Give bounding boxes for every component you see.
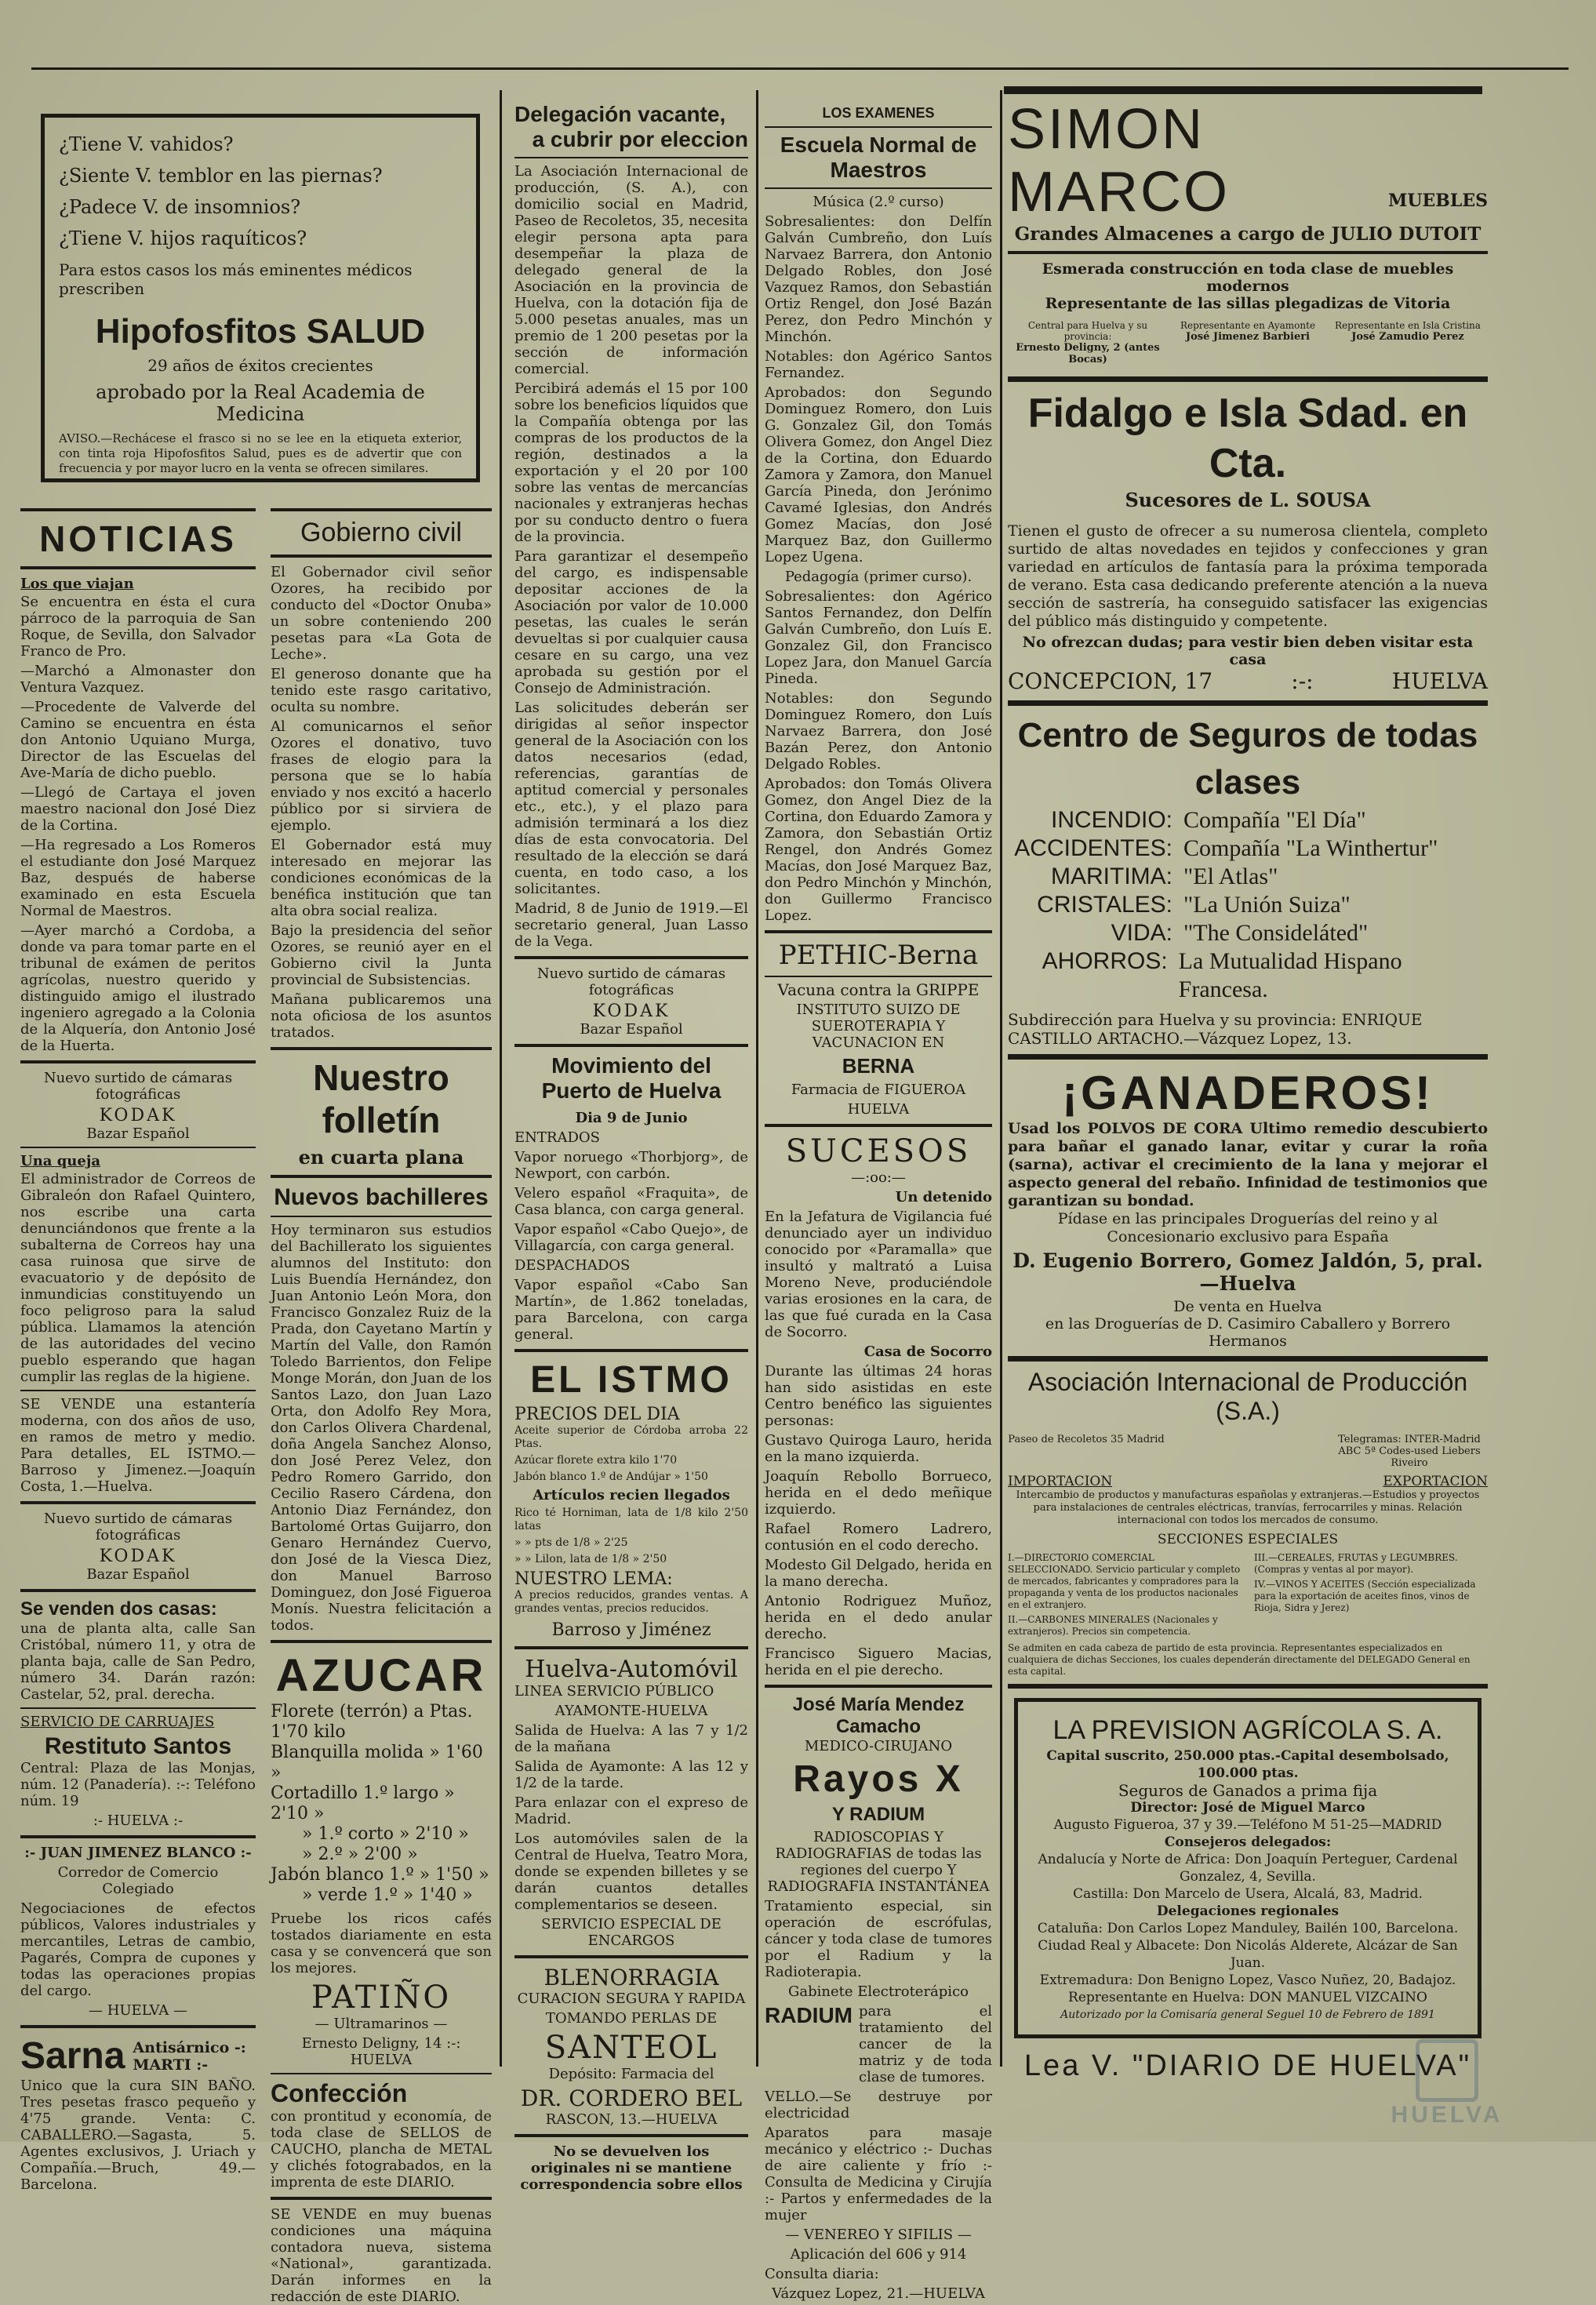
aparatos: Aparatos para masaje mecánico y eléctrico :- Duchas de aire caliente y frío :- Consulta de Medicina y Cirujía :- Partos y enfermedades de la mujer bbox=[765, 2125, 992, 2223]
istmo-new-label: Artículos recien llegados bbox=[533, 1487, 730, 1503]
delegacion-paragraph: Percibirá además el 15 por 100 sobre los beneficios líquidos que la Compañía obtenga por las compras de los productos de la región, destinados a la exportación y el 20 por 100 sobre las ventas de mercancías nacionales y extranjeras hechas por su conducto dentro o fuera de la provincia. bbox=[514, 380, 748, 545]
simon-rep-label: Representante en Isla Cristina bbox=[1335, 320, 1481, 331]
puerto-title: Movimiento del Puerto de Huelva bbox=[541, 1053, 722, 1103]
viajan-paragraph: —Marchó a Almonaster don Ventura Vazquez. bbox=[20, 663, 256, 696]
divider bbox=[20, 2025, 256, 2028]
carruajes-label: SERVICIO DE CARRUAJES bbox=[20, 1714, 215, 1730]
jimenez-city: — HUELVA — bbox=[88, 2002, 188, 2019]
asoc-section: III.—CEREALES, FRUTAS y LEGUMBRES. (Compras y ventas al por mayor). bbox=[1254, 1552, 1458, 1575]
divider bbox=[271, 2197, 492, 2200]
auto-line: LINEA SERVICIO PÚBLICO bbox=[514, 1683, 714, 1700]
sarna-text: Unico que la cura SIN BAÑO. Tres pesetas frasco pequeño y 4'75 grande. Venta: C. CABALLERO.—Sagasta, 5. Agentes exclusivos, J. Uriach y Compañía.—Bruch, 49.—Barcelona. bbox=[20, 2078, 256, 2193]
ganaderos-line: Pídase en las principales Droguerías del reino y al Concesionario exclusivo para España bbox=[1057, 1210, 1438, 1245]
prevision-ad bbox=[1014, 1698, 1481, 2038]
divider bbox=[20, 1707, 256, 1709]
asoc-imp: IMPORTACION bbox=[1008, 1474, 1113, 1489]
istmo-price: Aceite superior de Córdoba arroba 22 Ptas. bbox=[514, 1424, 748, 1450]
viajan-paragraph: —Procedente de Valverde del Camino se encuentra en ésta don Antonio Uquiano Murga, Director de las Escuelas del Ave-María de dicho pueblo. bbox=[20, 699, 256, 781]
divider bbox=[271, 1175, 492, 1178]
simon-rep bbox=[1168, 320, 1328, 365]
ganaderos-line: en las Droguerías de D. Casimiro Caballero y Borrero Hermanos bbox=[1045, 1315, 1451, 1350]
asoc-addr: Paseo de Recoletos 35 Madrid bbox=[1008, 1434, 1165, 1445]
gobierno-paragraph: El generoso donante que ha tenido este rasgo caritativo, oculta su nombre. bbox=[271, 666, 492, 715]
aplicacion: Aplicación del 606 y 914 bbox=[790, 2246, 967, 2263]
pedagogia-paragraph: Aprobados: don Tomás Olivera Gomez, don Angel Diez de la Cortina, don Eduardo Zamora y Zamora, don Sebastián Ortiz Rengel, don Andrés Gomez Macías, don José Marquez Baz, don Pedro Minchón y Minchón, don Guillermo Francisco Lopez. bbox=[765, 776, 992, 924]
casas-title: Se venden dos casas: bbox=[20, 1598, 217, 1620]
fidalgo-sub: Sucesores de L. SOUSA bbox=[1125, 489, 1371, 511]
patino-addr: Ernesto Deligny, 14 :-: HUELVA bbox=[301, 2035, 461, 2068]
seguros-title: Centro de Seguros de todas clases bbox=[1017, 716, 1478, 802]
confeccion-text: con prontitud y economía, de toda clase de SELLOS de CAUCHO, plancha de METAL y clichés fotograbados, en la imprenta de este DIARIO. bbox=[271, 2108, 492, 2190]
kodak-brand: KODAK bbox=[99, 1547, 177, 1566]
consulta: Consulta diaria: bbox=[765, 2266, 879, 2282]
delegacion-paragraph: La Asociación Internacional de producción, (S. A.), con domicilio social en Madrid, Paseo de Recoletos, 35, necesita elegir persona apta para desempeñar la plaza de delegado general de la Asociación en la provincia de Huelva, con la dotación fija de 5.000 pesetas anuales, mas un premio de 1 200 pesetas por la sección de información comercial. bbox=[514, 163, 748, 377]
salud-product: Hipofosfitos SALUD bbox=[95, 312, 426, 351]
sucesos-title: SUCESOS bbox=[785, 1133, 972, 1169]
musica-paragraph: Aprobados: don Segundo Dominguez Romero, don Luis G. Gonzalez Gil, don Tomás Olivera Gomez, don Angel Diez de la Cortina, don Eduardo Zamora y Zamora, don Manuel García Pineda, don Jerónimo Cavamé Iglesias, don Andrés Gomez Macías, don José Marquez Baz, don Guillermo Lopez Ugena. bbox=[765, 384, 992, 565]
simon-line: Esmerada construcción en toda clase de muebles modernos bbox=[1042, 260, 1454, 295]
seguro-type: VIDA: bbox=[1111, 920, 1172, 946]
seguro-row bbox=[1008, 947, 1488, 1004]
detenido-text: En la Jefatura de Vigilancia fué denunciado ayer un individuo conocido por «Paramalla» que insultó y maltrató a Luisa Moreno Neve, produciéndole varias erosiones en la cara, de las que fué curada en la Casa de Socorro. bbox=[765, 1209, 992, 1340]
simon-rep bbox=[1328, 320, 1488, 365]
istmo-title: EL ISTMO bbox=[530, 1359, 733, 1401]
azucar-row: Cortadillo 1.º largo » 2'10 » bbox=[271, 1783, 455, 1823]
divider bbox=[1008, 376, 1488, 382]
gobierno-paragraph: El Gobernador civil señor Ozores, ha recibido por conducto del «Doctor Onuba» un sobre conteniendo 200 pesetas para «La Gota de Leche». bbox=[271, 564, 492, 663]
socorro-item: Durante las últimas 24 horas han sido asistidas en este Centro benéfico las siguientes personas: bbox=[765, 1363, 992, 1429]
column-4 bbox=[765, 102, 992, 2302]
delegacion-paragraph: Para garantizar el desempeño del cargo, es indispensable depositar acciones de la Asociación por valor de 10.000 pesetas, las cuales le serán devueltas si por cualquier causa cesare en su cargo, una vez aprobada su gestión por el Consejo de Administración. bbox=[514, 548, 748, 696]
divider bbox=[271, 508, 492, 511]
azucar-row: » verde 1.º » 1'40 » bbox=[302, 1885, 473, 1905]
rayos-title: Rayos X bbox=[793, 1758, 964, 1800]
prevision-addr: Augusto Figueroa, 37 y 39.—Teléfono M 51-25—MADRID bbox=[1053, 1817, 1442, 1833]
delegacion-paragraph: Madrid, 8 de Junio de 1919.—El secretario general, Juan Lasso de la Vega. bbox=[514, 900, 748, 950]
istmo-lema: A precios reducidos, grandes ventas. A grandes ventas, precios reducidos. bbox=[514, 1589, 748, 1615]
vende-ad: SE VENDE en muy buenas condiciones una máquina contadora nueva, sistema «National», garantizada. Darán informes en la redacción de este DIARIO. bbox=[271, 2206, 492, 2305]
divider bbox=[271, 1640, 492, 1643]
divider bbox=[765, 187, 992, 189]
istmo-new: » » pts de 1/8 » 2'25 bbox=[514, 1536, 628, 1549]
radium-text-2: Tratamiento especial, sin operación de escrófulas, cáncer y toda clase de tumores por el Radium y la Radioterapia. bbox=[765, 1898, 992, 1980]
confeccion-title: Confección bbox=[271, 2079, 408, 2107]
seguro-type: MARITIMA: bbox=[1051, 863, 1172, 889]
salud-approved: aprobado por la Real Academia de Medicina bbox=[96, 381, 425, 425]
ganaderos-line: De venta en Huelva bbox=[1173, 1298, 1322, 1315]
question-3: ¿Padece V. de insomnios? bbox=[59, 196, 301, 218]
socorro-item: Francisco Siguero Macias, herida en el pie derecho. bbox=[765, 1645, 992, 1678]
jimenez-role: Corredor de Comercio Colegiado bbox=[57, 1864, 219, 1897]
prevision-item: Extremadura: Don Benigno Lopez, Vasco Nuñez, 20, Badajoz. bbox=[1039, 1972, 1456, 1988]
seguro-type: ACCIDENTES: bbox=[1014, 835, 1172, 861]
examenes-title: Escuela Normal de Maestros bbox=[780, 133, 977, 182]
auto-text: Para enlazar con el expreso de Madrid. bbox=[514, 1794, 748, 1827]
musica-paragraph: Notables: don Agérico Santos Fernandez. bbox=[765, 348, 992, 381]
blenorragia-line: TOMANDO PERLAS DE bbox=[545, 2010, 718, 2027]
kodak-brand: KODAK bbox=[99, 1106, 177, 1125]
patino-name: PATIÑO bbox=[311, 1980, 452, 2016]
divider bbox=[765, 1124, 992, 1127]
kodak-brand: KODAK bbox=[592, 1002, 671, 1021]
divider bbox=[765, 930, 992, 933]
simon-rep-label: Central para Huelva y su provincia: bbox=[1027, 320, 1148, 342]
auto-text: Salida de Huelva: A las 7 y 1/2 de la mañana bbox=[514, 1722, 748, 1755]
azucar-row: » 2.º » 2'00 » bbox=[302, 1845, 418, 1864]
prevision-del: Delegaciones regionales bbox=[1156, 1903, 1340, 1919]
divider bbox=[20, 1390, 256, 1391]
question-2: ¿Siente V. temblor en las piernas? bbox=[59, 165, 383, 187]
divider bbox=[271, 2073, 492, 2074]
sucesos-sep: —:oo:— bbox=[851, 1169, 906, 1186]
prevision-cap: Capital suscrito, 250.000 ptas.-Capital desembolsado, 100.000 ptas. bbox=[1046, 1748, 1449, 1781]
kodak-shop: Bazar Español bbox=[580, 1021, 683, 1038]
radium-title: Y RADIUM bbox=[831, 1804, 925, 1825]
santeol-doctor: DR. CORDERO BEL bbox=[520, 2085, 743, 2111]
azucar-row: Jabón blanco 1.º » 1'50 » bbox=[271, 1865, 489, 1885]
socorro-item: Rafael Romero Ladrero, contusión en el codo derecho. bbox=[765, 1521, 992, 1554]
seguro-type: INCENDIO: bbox=[1050, 807, 1172, 833]
seguro-company: "El Atlas" bbox=[1183, 863, 1278, 889]
patino-sub: — Ultramarinos — bbox=[314, 2016, 448, 2032]
pedagogia-label: Pedagogía (primer curso). bbox=[784, 569, 973, 585]
watermark-shield-icon bbox=[1416, 2039, 1478, 2102]
prevision-dir: Director: José de Miguel Marco bbox=[1130, 1800, 1365, 1816]
seguro-row bbox=[1008, 919, 1488, 947]
divider bbox=[1008, 251, 1488, 254]
istmo-new: Rico té Horniman, lata de 1/8 kilo 2'50 latas bbox=[514, 1507, 748, 1532]
prevision-auth: Autorizado por la Comisaría general Seguel 10 de Febrero de 1891 bbox=[1060, 2009, 1435, 2021]
divider bbox=[514, 1955, 748, 1958]
gobierno-paragraph: El Gobernador está muy interesado en mejorar las condiciones económicas de la benéfica institución que tan alta obra social realiza. bbox=[271, 837, 492, 919]
pethic-line: INSTITUTO SUIZO DE SUEROTERAPIA Y VACUNACION EN bbox=[796, 1002, 961, 1051]
prevision-item: Ciudad Real y Albacete: Don Nicolás Alderete, Alcázar de San Juan. bbox=[1038, 1938, 1458, 1971]
sarna-brand: Antisárnico -: MARTI :- bbox=[133, 2038, 246, 2074]
divider bbox=[20, 1501, 256, 1504]
column-separator bbox=[1000, 90, 1002, 2067]
watermark-text: HUELVA bbox=[1391, 2102, 1503, 2128]
asoc-exp: EXPORTACION bbox=[1383, 1474, 1488, 1489]
divider bbox=[20, 1060, 256, 1063]
auto-text: Salida de Ayamonte: A las 12 y 1/2 de la tarde. bbox=[514, 1758, 748, 1791]
divider bbox=[514, 2134, 748, 2137]
azucar-row: Blanquilla molida » 1'60 » bbox=[271, 1743, 483, 1783]
prevision-item: Andalucía y Norte de Africa: Don Joaquín Perteguer, Cardenal Gonzalez, 4, Sevilla. bbox=[1038, 1852, 1458, 1885]
delegacion-title-2: a cubrir por eleccion bbox=[532, 127, 748, 151]
ganaderos-name: D. Eugenio Borrero, Gomez Jaldón, 5, pral.—Huelva bbox=[1012, 1249, 1483, 1295]
pethic-pharm: Farmacia de FIGUEROA bbox=[791, 1082, 966, 1098]
viajan-title: Los que viajan bbox=[20, 576, 134, 592]
fidalgo-text: Tienen el gusto de ofrecer a su numerosa clientela, completo surtido de altas novedades en tejidos y confecciones y gran variedad en artículos de fantasía para la próxima temporada de verano. Esta casa dedicando preferente atención a la nueva sección de sastrería, ha conseguido satisfacer las exigencias del público más distinguido y competente. bbox=[1008, 522, 1488, 630]
column-1 bbox=[20, 502, 256, 2193]
question-1: ¿Tiene V. vahidos? bbox=[59, 133, 234, 155]
seguro-company: "La Unión Suiza" bbox=[1183, 892, 1351, 918]
socorro-item: Gustavo Quiroga Lauro, herida en la mano izquierda. bbox=[765, 1432, 992, 1465]
prevision-item: Cataluña: Don Carlos Lopez Manduley, Bailén 100, Barcelona. bbox=[1037, 1921, 1459, 1936]
fidalgo-title: Fidalgo e Isla Sdad. en Cta. bbox=[1027, 391, 1468, 486]
carruajes-name: Restituto Santos bbox=[44, 1733, 232, 1759]
puerto-in-item: Velero español «Fraquita», de Casa blanca, con carga general. bbox=[514, 1185, 748, 1218]
azucar-row: » 1.º corto » 2'10 » bbox=[302, 1824, 469, 1844]
istmo-prices-label: PRECIOS DEL DIA bbox=[514, 1405, 680, 1424]
prevision-title: LA PREVISION AGRÍCOLA S. A. bbox=[1052, 1715, 1443, 1745]
seguro-company: La Mutualidad Hispano Francesa. bbox=[1178, 948, 1402, 1002]
seguro-company: "The Consideláted" bbox=[1183, 920, 1369, 946]
consulta-addr: Vázquez Lopez, 21.—HUELVA bbox=[772, 2285, 985, 2302]
simon-rep-value: José Zamudio Perez bbox=[1351, 331, 1464, 343]
fidalgo-sep: :-: bbox=[1291, 668, 1314, 694]
seguro-company: Compañía "El Día" bbox=[1183, 807, 1366, 833]
seguro-row bbox=[1008, 834, 1488, 863]
pethic-huelva: HUELVA bbox=[847, 1101, 910, 1118]
simon-rep-value: Ernesto Deligny, 2 (antes Bocas) bbox=[1016, 342, 1160, 365]
top-rule-thick bbox=[1004, 86, 1482, 94]
viajan-paragraph: —Ayer marchó a Cordoba, a donde va para tomar parte en el tribunal de exámen de peritos agrícolas, nuestro querido y distinguido amigo el ilustrado ingeniero agregado a la Colonia de la Alquería, don Antonio José de la Huerta. bbox=[20, 922, 256, 1054]
musica-paragraph: Sobresalientes: don Delfín Galván Cumbreño, don Luís Narvaez Barrera, don Antonio Delgado Robles, don José Vazquez Ramos, don Sebastián Ortiz Rengel, don José Bazán Perez, don Pedro Minchón y Minchón. bbox=[765, 213, 992, 345]
prevision-line: Seguros de Ganados a prima fija bbox=[1118, 1781, 1378, 1800]
puerto-out-item: Vapor español «Cabo San Martín», de 1.862 toneladas, para Barcelona, con carga general. bbox=[514, 1277, 748, 1343]
originals-note: No se devuelven los originales ni se mantiene correspondencia sobre ellos bbox=[520, 2143, 743, 2193]
column-5 bbox=[1008, 98, 1488, 2090]
gobierno-paragraph: Bajo la presidencia del señor Ozores, se reunió ayer en el Gobierno civil la Junta provincial de Subsistencias. bbox=[271, 922, 492, 988]
simon-tag: MUEBLES bbox=[1387, 191, 1488, 211]
gobierno-paragraph: Al comunicarnos el señor Ozores el donativo, tuvo frases de elogio para la persona que se lo había enviado y nos excitó a hacerlo público por si sirviera de ejemplo. bbox=[271, 718, 492, 834]
folletin-sub: en cuarta plana bbox=[298, 1146, 464, 1169]
istmo-owners: Barroso y Jiménez bbox=[551, 1620, 711, 1640]
top-rule bbox=[31, 67, 1569, 70]
auto-route: AYAMONTE-HUELVA bbox=[554, 1703, 708, 1719]
divider bbox=[514, 956, 748, 959]
carruajes-addr: Central: Plaza de las Monjas, núm. 12 (Panadería). :-: Teléfono núm. 19 bbox=[20, 1760, 256, 1809]
viajan-paragraph: Se encuentra en ésta el cura párroco de la parroquia de San Roque, de Sevilla, don Salvador Franco de Pro. bbox=[20, 594, 256, 660]
divider bbox=[20, 1147, 256, 1148]
puerto-in: ENTRADOS bbox=[514, 1129, 600, 1146]
bachilleres-title: Nuevos bachilleres bbox=[274, 1184, 489, 1210]
asoc-section: I.—DIRECTORIO COMERCIAL SELECCIONADO. Servicio particular y completo de mercados, fabricantes y compradores para la propaganda y venta de los productos nacionales en el extranjero. bbox=[1008, 1552, 1241, 1610]
kodak-line: Nuevo surtido de cámaras fotográficas bbox=[43, 1070, 233, 1103]
viajan-paragraph: —Llegó de Cartaya el joven maestro nacional don José Diez de la Cortina. bbox=[20, 784, 256, 834]
folletin-title: Nuestro folletín bbox=[313, 1057, 449, 1140]
divider bbox=[20, 508, 256, 511]
sarna-title: Sarna bbox=[20, 2035, 125, 2077]
istmo-price: Jabón blanco 1.º de Andújar » 1'50 bbox=[514, 1471, 708, 1483]
kodak-shop: Bazar Español bbox=[86, 1566, 190, 1583]
pedagogia-paragraph: Notables: don Segundo Dominguez Romero, don Luís Narvaez Barrera, don José Bazán Perez, don Antonio Delgado Robles. bbox=[765, 690, 992, 773]
column-2 bbox=[271, 502, 492, 2305]
istmo-new: » » Lilon, lata de 1/8 » 2'50 bbox=[514, 1553, 667, 1565]
salud-intro: Para estos casos los más eminentes médicos prescriben bbox=[59, 260, 413, 298]
seguro-type: CRISTALES: bbox=[1037, 892, 1172, 918]
pethic-city: BERNA bbox=[842, 1054, 915, 1078]
question-4: ¿Tiene V. hijos raquíticos? bbox=[59, 227, 307, 249]
istmo-price: Azúcar florete extra kilo 1'70 bbox=[514, 1454, 678, 1467]
seguro-row bbox=[1008, 806, 1488, 834]
queja-text: El administrador de Correos de Gibraleón don Rafael Quintero, nos escribe una carta denunciándonos que frente a la subalterna de Correos hay una casa ruinosa que sirve de evacuatorio y de depósito de inmundicias constituyendo un foco peligroso para la salud pública. Llamamos la atención de las autoridades del vecino pueblo esperando que hagan cumplir las reglas de la higiene. bbox=[20, 1171, 256, 1385]
delegacion-title: Delegación vacante, bbox=[514, 102, 726, 126]
divider bbox=[1008, 1684, 1488, 1689]
column-3 bbox=[514, 102, 748, 2193]
seguro-type: AHORROS: bbox=[1042, 948, 1168, 974]
column-separator bbox=[500, 90, 502, 2067]
fidalgo-motto: No ofrezcan dudas; para vestir bien deben visitar esta casa bbox=[1022, 634, 1474, 668]
detenido-label: Un detenido bbox=[895, 1189, 992, 1205]
library-watermark bbox=[1357, 2039, 1537, 2128]
socorro-item: Modesto Gil Delgado, herida en la mano derecha. bbox=[765, 1557, 992, 1590]
socorro-item: Antonio Rodriguez Muñoz, herida en el dedo anular derecho. bbox=[765, 1593, 992, 1642]
estanteria-ad: SE VENDE una estantería moderna, con dos años de uso, en ramos de metro y medio. Para detalles, EL ISTMO.—Barroso y Jimenez.—Joaquín Costa, 1.—Huelva. bbox=[20, 1396, 256, 1495]
fidalgo-city: HUELVA bbox=[1391, 668, 1488, 694]
queja-title: Una queja bbox=[20, 1153, 101, 1169]
divider bbox=[20, 1835, 256, 1838]
auto-encargos: SERVICIO ESPECIAL DE ENCARGOS bbox=[541, 1916, 722, 1949]
asoc-section: IV.—VINOS Y ACEITES (Sección especializada para la exportación de aceites finos, vinos de Rioja, Sidra y Jerez) bbox=[1254, 1579, 1476, 1613]
divider bbox=[1008, 700, 1488, 706]
vello: VELLO.—Se destruye por electricidad bbox=[765, 2089, 992, 2121]
lea-diario: Lea V. "DIARIO DE HUELVA" bbox=[1023, 2049, 1472, 2082]
gobierno-paragraph: Mañana publicaremos una nota oficiosa de los asuntos tratados. bbox=[271, 991, 492, 1041]
gobierno-title: Gobierno civil bbox=[300, 518, 462, 547]
auto-title: Huelva-Automóvil bbox=[525, 1656, 738, 1683]
seguros-foot: Subdirección para Huelva y su provincia: ENRIQUE CASTILLO ARTACHO.—Vázquez Lopez, 13. bbox=[1008, 1010, 1423, 1048]
auto-text: Los automóviles salen de la Central de Huelva, Teatro Mora, donde se expenden billetes y se darán cuantos detalles complementarios se deseen. bbox=[514, 1831, 748, 1913]
radium-word: RADIUM bbox=[765, 2003, 853, 2027]
divider bbox=[20, 1589, 256, 1592]
azucar-note: Pruebe los ricos cafés tostados diariamente en esta casa y se convencerá que son los mejores. bbox=[271, 1911, 492, 1976]
puerto-out: DESPACHADOS bbox=[514, 1257, 631, 1274]
prevision-item: Castilla: Don Marcelo de Usera, Alcalá, 83, Madrid. bbox=[1073, 1886, 1423, 1902]
prevision-cons: Consejeros delegados: bbox=[1164, 1834, 1332, 1850]
divider bbox=[1008, 1054, 1488, 1060]
blenorragia-line: CURACION SEGURA Y RAPIDA bbox=[517, 1991, 746, 2007]
mendez-role: MEDICO-CIRUJANO bbox=[804, 1738, 953, 1754]
seguro-company: Compañía "La Winthertur" bbox=[1183, 835, 1438, 861]
carruajes-city: :- HUELVA :- bbox=[93, 1812, 184, 1829]
istmo-lema-label: NUESTRO LEMA: bbox=[514, 1569, 673, 1589]
socorro-label: Casa de Socorro bbox=[863, 1343, 992, 1360]
asoc-tel: Telegramas: INTER-Madrid ABC 5ª Codes-used Liebers Riveiro bbox=[1338, 1434, 1481, 1469]
santeol-addr: RASCON, 13.—HUELVA bbox=[545, 2111, 718, 2128]
simon-line: Representante de las sillas plegadizas de Vitoria bbox=[1045, 295, 1451, 312]
divider bbox=[271, 554, 492, 558]
simon-rep-label: Representante en Ayamonte bbox=[1180, 320, 1316, 331]
jimenez-text: Negociaciones de efectos públicos, Valores industriales y mercantiles, Letras de cambio, Pagarés, Compra de cupones y todas las operaciones propias del cargo. bbox=[20, 1900, 256, 1999]
pethic-title: PETHIC-Berna bbox=[778, 940, 979, 971]
divider bbox=[514, 1646, 748, 1649]
azucar-title: AZUCAR bbox=[275, 1650, 487, 1701]
puerto-day: Dia 9 de Junio bbox=[575, 1110, 688, 1126]
kodak-shop: Bazar Español bbox=[86, 1125, 190, 1142]
bachilleres-text: Hoy terminaron sus estudios del Bachillerato los siguientes alumnos del Instituto: don Luis Buendía Hernández, don Juan Antonio León Mora, don Francisco Gonzalez Ruiz de la Prada, don Cayetano Martín y Martín del Valle, don Ramón Toledo Barrientos, don Felipe Monge Morán, don Juan de los Santos Lazo, don Juan Lazo Orta, don Adolfo Rey Mora, don Carlos Olivera Chardenal, doña Angela Sanchez Alonso, don José Perez Velez, don Pedro Romero Garrido, don Cecilio Rasero Cárdena, don Antonio Diaz Fernández, don Bartolomé Ortas Guijarro, don Genaro Hernández Cuervo, don José de la Viesca Diez, don Manuel Barroso Dominguez, don José Figueroa Monís. Nuestra felicitación a todos. bbox=[271, 1222, 492, 1634]
asoc-title: Asociación Internacional de Producción (S.A.) bbox=[1027, 1368, 1468, 1425]
socorro-item: Joaquín Rebollo Borrueco, herida en el dedo meñique izquierdo. bbox=[765, 1468, 992, 1518]
simon-rep bbox=[1008, 320, 1168, 365]
radium-text: RADIOSCOPIAS Y RADIOGRAFIAS de todas las regiones del cuerpo Y RADIOGRAFIA INSTANTÁNEA bbox=[767, 1829, 990, 1895]
venereo: — VENEREO Y SIFILIS — bbox=[785, 2227, 972, 2243]
santeol-deposit: Depósito: Farmacia del bbox=[548, 2066, 714, 2082]
kodak-line: Nuevo surtido de cámaras fotográficas bbox=[536, 965, 726, 998]
kodak-line: Nuevo surtido de cámaras fotográficas bbox=[43, 1511, 233, 1543]
salud-years: 29 años de éxitos crecientes bbox=[147, 356, 373, 375]
asoc-sec: SECCIONES ESPECIALES bbox=[1157, 1532, 1339, 1547]
gabinete: Gabinete Electroterápico bbox=[788, 1983, 969, 2000]
simon-rep-value: José Jimenez Barbieri bbox=[1185, 331, 1311, 343]
divider bbox=[271, 1047, 492, 1050]
ganaderos-text: Usad los POLVOS DE CORA Ultimo remedio descubierto para bañar el ganado lanar, evitar y curar la roña (sarna), activar el crecimiento de la lana y mejorar el aspecto general del rebaño. Infinidad de testimonios que garantizan su bondad. bbox=[1008, 1120, 1488, 1209]
asoc-foot: Se admiten en cada cabeza de partido de esta provincia. Representantes especializados en cualquiera de dichas Secciones, los cuales dependerán directamente del DELEGADO General en esta capital. bbox=[1008, 1642, 1471, 1677]
puerto-in-item: Vapor noruego «Thorbjorg», de Newport, con carbón. bbox=[514, 1149, 748, 1182]
divider bbox=[514, 1044, 748, 1047]
delegacion-paragraph: Las solicitudes deberán ser dirigidas al señor inspector general de la Asociación con los datos necesarios (edad, referencias, garantías de aptitud comercial y personales etc., etc.), y el plazo para admisión terminará a los diez días de esta convocatoria. Del resultado de la elección se dará cuenta, en todo caso, a los solicitantes. bbox=[514, 700, 748, 897]
asoc-section: II.—CARBONES MINERALES (Nacionales y extranjeros). Precios sin competencia. bbox=[1008, 1614, 1218, 1637]
divider bbox=[765, 126, 992, 128]
casas-text: una de planta alta, calle San Cristóbal, número 11, y otra de planta baja, calle de San Pedro, número 34. Darán razón: Castelar, 52, pral. derecha. bbox=[20, 1620, 256, 1703]
simon-title: SIMON MARCO bbox=[1008, 98, 1230, 224]
divider bbox=[514, 157, 748, 158]
seguro-row bbox=[1008, 891, 1488, 919]
divider bbox=[514, 1349, 748, 1352]
fidalgo-addr: CONCEPCION, 17 bbox=[1008, 668, 1213, 694]
asoc-text: Intercambio de productos y manufacturas españolas y extranjeras.—Estudios y proyectos para instalaciones de centrales eléctricas, tranvías, ferrocarriles y minas. Relación internacional con todos los mercados de consumo. bbox=[1016, 1489, 1480, 1526]
mendez-name: José María Mendez Camacho bbox=[792, 1694, 965, 1737]
divider bbox=[20, 566, 256, 569]
pedagogia-paragraph: Sobresalientes: don Agérico Santos Fernandez, don Delfín Galván Cumbreño, don Luís E. Gonzalez Gil, don Francisco Lopez Jara, don Manuel García Pineda. bbox=[765, 588, 992, 687]
divider bbox=[765, 1685, 992, 1688]
simon-sub: Grandes Almacenes a cargo de JULIO DUTOIT bbox=[1014, 224, 1481, 245]
puerto-in-item: Vapor español «Cabo Quejo», de Villagarcía, con carga general. bbox=[514, 1221, 748, 1254]
musica-label: Música (2.º curso) bbox=[813, 194, 944, 210]
divider bbox=[271, 1216, 492, 1217]
pethic-line: Vacuna contra la GRIPPE bbox=[777, 980, 980, 999]
examenes-kicker: LOS EXAMENES bbox=[822, 105, 935, 121]
hipofosfitos-ad bbox=[41, 114, 480, 482]
blenorragia-title: BLENORRAGIA bbox=[544, 1965, 719, 1991]
radium-desc: para el tratamiento del cancer de la matriz y de toda clase de tumores. bbox=[859, 2003, 992, 2085]
azucar-row: Florete (terrón) a Ptas. 1'70 kilo bbox=[271, 1702, 473, 1742]
divider bbox=[1008, 1356, 1488, 1362]
salud-notice: AVISO.—Rechácese el frasco si no se lee en la etiqueta exterior, con tinta roja Hipofosfitos Salud, pues es de advertir que con frecuencia y por mayor lucro en la venta se ofrecen similares. bbox=[59, 431, 462, 475]
ganaderos-title: ¡GANADEROS! bbox=[1062, 1067, 1434, 1119]
noticias-title: NOTICIAS bbox=[39, 518, 237, 559]
viajan-paragraph: —Ha regresado a Los Romeros el estudiante don José Marquez Baz, después de haberse examinado en esta Escuela Normal de Maestros. bbox=[20, 837, 256, 919]
seguro-row bbox=[1008, 863, 1488, 891]
jimenez-name: :- JUAN JIMENEZ BLANCO :- bbox=[24, 1845, 252, 1861]
prevision-rep: Representante en Huelva: DON MANUEL VIZCAINO bbox=[1068, 1990, 1427, 2005]
santeol-name: SANTEOL bbox=[544, 2030, 718, 2066]
column-separator bbox=[756, 90, 758, 2067]
divider bbox=[765, 976, 992, 977]
